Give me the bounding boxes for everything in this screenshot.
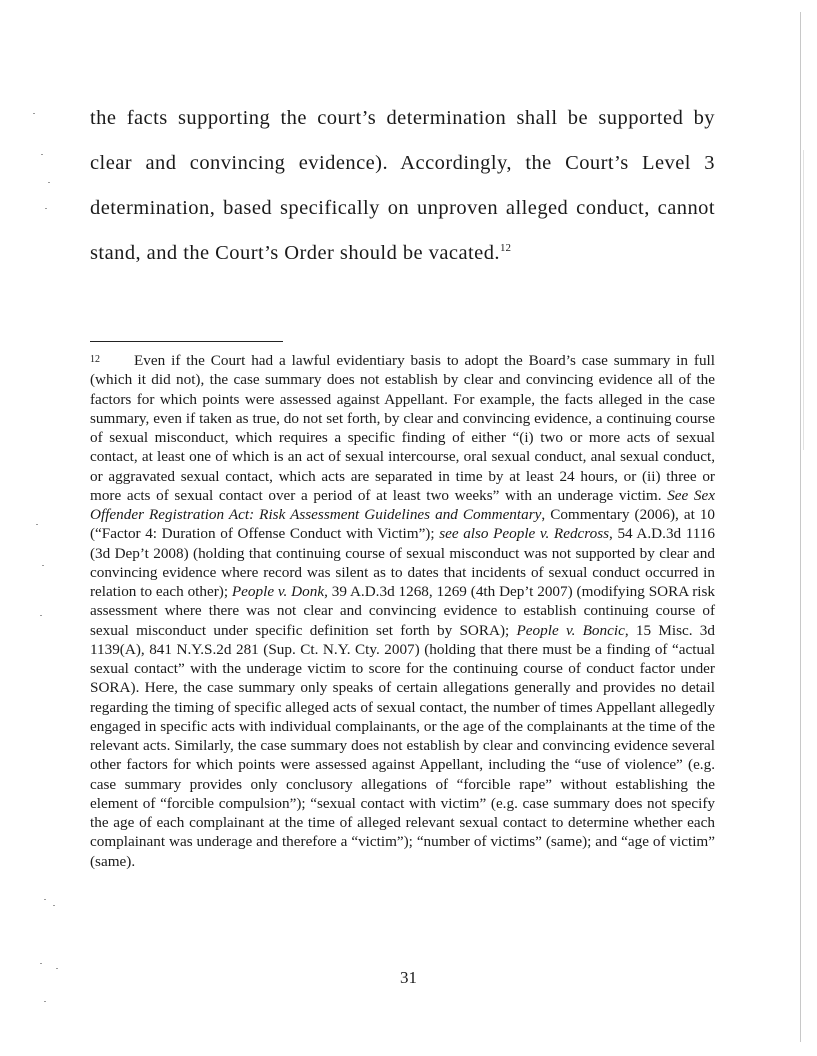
scan-speck bbox=[42, 565, 44, 566]
footnote-citation-boncic: People v. Boncic bbox=[516, 621, 625, 639]
scan-edge-line bbox=[800, 12, 801, 1042]
scan-speck bbox=[44, 899, 46, 900]
body-line-2: clear and convincing evidence). Accordingly, the Court’s Level 3 bbox=[90, 152, 715, 174]
footnote-citation-sora: See Sex Offender Registration Act: Risk Assessment Guidelines and Commentary bbox=[90, 486, 715, 523]
scan-speck bbox=[41, 154, 43, 155]
scan-speck bbox=[56, 968, 58, 969]
footnote-reference[interactable]: 12 bbox=[499, 242, 511, 255]
scan-speck bbox=[36, 524, 38, 525]
scan-speck bbox=[48, 182, 50, 183]
body-line-4 bbox=[90, 231, 715, 276]
footnote-12 bbox=[90, 350, 715, 871]
scan-speck bbox=[33, 113, 35, 114]
footnote-text-4: , 39 A.D.3d 1268, 1269 (4th Dep’t 2007) (modifying SORA risk assessment where there was not clear and convincing evidence to establish continuing course of sexual misconduct under specific definition set forth by SORA); bbox=[90, 583, 716, 639]
scan-speck bbox=[45, 208, 47, 209]
body-line-4-text: stand, and the Court’s Order should be vacated. bbox=[90, 242, 500, 264]
body-line-1: the facts supporting the court’s determination shall be supported by bbox=[90, 107, 715, 129]
scan-speck bbox=[40, 963, 42, 964]
page-number: 31 bbox=[400, 968, 417, 987]
footnote-text-1: Even if the Court had a lawful evidentiary basis to adopt the Board’s case summary in full (which it did not), the case summary does not establish by clear and convincing evidence all of the factors for which points were assessed against Appellant. For example, the facts alleged in the case summary, even if taken as true, do not set forth, by clear and convincing evidence, a continuing course of sexual misconduct, which requires a specific finding of either “(i) two or more acts of sexual contact, at least one of which is an act of sexual intercourse, oral sexual conduct, anal sexual conduct, or aggravated sexual contact, which acts are separated in time by at least 24 hours, or (ii) three or more acts of sexual contact over a period of at least two weeks” with an underage victim. bbox=[90, 352, 715, 504]
footnote-text-2: , Commentary (2006), at 10 (“Factor 4: Duration of Offense Conduct with Victim”); bbox=[90, 506, 716, 543]
body-paragraph bbox=[90, 96, 715, 276]
scan-speck bbox=[53, 905, 55, 906]
footnote-separator bbox=[90, 341, 283, 342]
footnote-citation-redcross: see also People v. Redcross bbox=[439, 525, 610, 543]
body-line-3: determination, based specifically on unproven alleged conduct, cannot bbox=[90, 197, 715, 219]
footnote-text-5: , 15 Misc. 3d 1139(A), 841 N.Y.S.2d 281 (Sup. Ct. N.Y. Cty. 2007) (holding that there must be a finding of “actual sexual contact” with the underage victim to score for the continuing course of conduct factor under SORA). Here, the case summary only speaks of certain allegations generally and provides no detail regarding the timing of specific alleged acts of sexual contact, the number of times Appellant allegedly engaged in specific acts with individual complainants, or the age of the complainants at the time of the relevant acts. Similarly, the case summary does not establish by clear and convincing evidence several other factors for which points were assessed against Appellant, including the “use of violence” (e.g. case summary provides only conclusory allegations of “forcible rape” without establishing the element of “forcible compulsion”); “sexual contact with victim” (e.g. case summary does not specify the age of each complainant at the time of alleged relevant sexual contact to determine whether each complainant was underage and therefore a “victim”); “number of victims” (same); and “age of victim” (same). bbox=[90, 621, 716, 870]
footnote-number: 12 bbox=[90, 354, 100, 365]
footnote-text-3: , 54 A.D.3d 1116 (3d Dep’t 2008) (holding that continuing course of sexual misconduct was not supported by clear and convincing evidence where record was silent as to dates that incidents of sexual conduct occurred in relation to each other); bbox=[90, 525, 715, 600]
scan-edge-line-faint bbox=[803, 150, 804, 450]
footnote-citation-donk: People v. Donk bbox=[231, 583, 325, 600]
scan-speck bbox=[40, 615, 42, 616]
scan-speck bbox=[44, 1001, 46, 1002]
